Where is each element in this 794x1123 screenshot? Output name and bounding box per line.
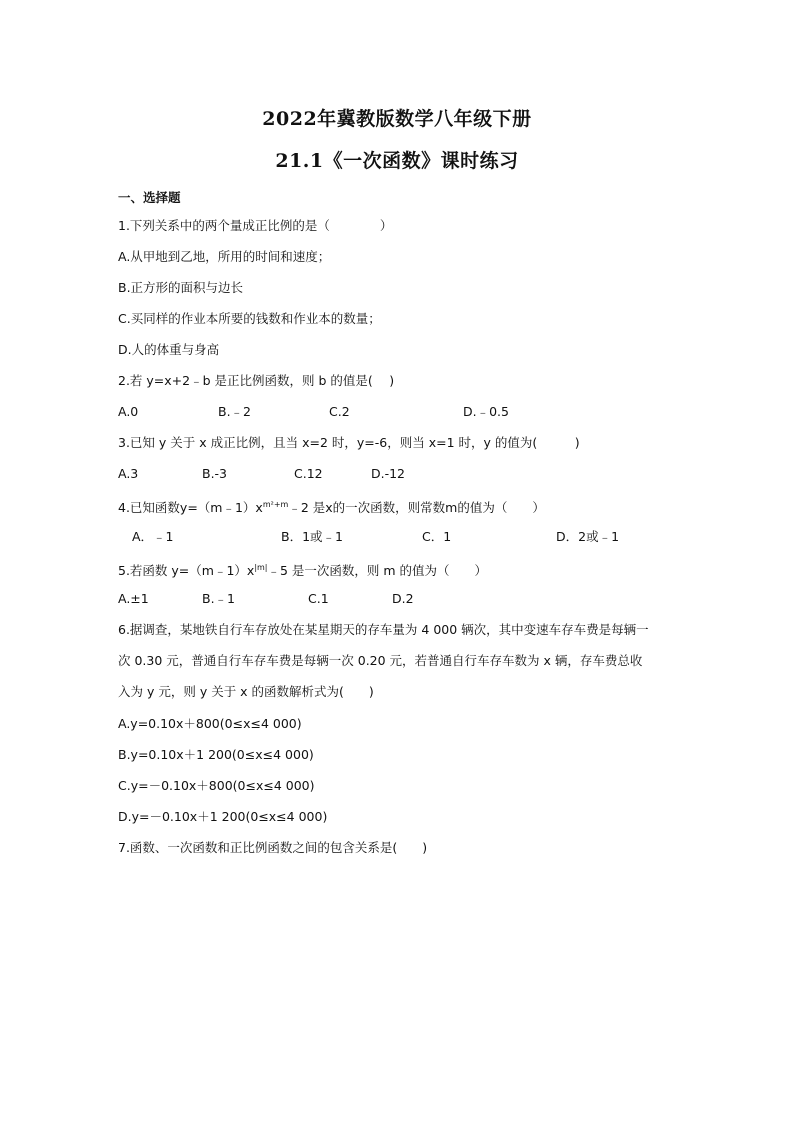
question-6-stem-line-3: 入为 y 元，则 y 关于 x 的函数解析式为( ) [118, 684, 374, 699]
question-7-stem: 7.函数、一次函数和正比例函数之间的包含关系是( ) [118, 840, 428, 855]
question-5-option-d: D.2 [392, 591, 414, 606]
question-3-option-b: B.-3 [202, 466, 228, 481]
question-5-stem-prefix: 5.若函数 y=（m﹣1）x [118, 563, 255, 578]
question-5-option-a: A.±1 [118, 591, 149, 606]
question-4-options [118, 529, 678, 545]
question-1-option-a: A.从甲地到乙地，所用的时间和速度； [118, 249, 331, 264]
question-2-options [118, 404, 678, 420]
question-5-stem-suffix: ﹣5 是一次函数，则 m 的值为（ ） [267, 563, 488, 578]
question-6-option-d: D.y=－0.10x＋1 200(0≤x≤4 000) [118, 809, 328, 824]
question-3-stem: 3.已知 y 关于 x 成正比例，且当 x=2 时，y=-6，则当 x=1 时，y 的值为( ) [118, 435, 580, 450]
question-5-options [118, 591, 678, 607]
question-4-option-c: C．1 [422, 529, 452, 544]
question-6-option-a: A.y=0.10x＋800(0≤x≤4 000) [118, 716, 302, 731]
question-4-stem-prefix: 4.已知函数y=（m﹣1）x [118, 500, 263, 515]
page-subtitle: 21.1《一次函数》课时练习 [275, 150, 519, 172]
question-4-exponent: m²+m [262, 500, 289, 509]
question-2-option-a: A.0 [118, 404, 139, 419]
question-3-options [118, 466, 678, 482]
question-5-option-b: B.﹣1 [202, 591, 236, 606]
question-5-stem [118, 560, 487, 579]
question-4-stem [118, 497, 545, 516]
question-2-option-b: B.﹣2 [218, 404, 252, 419]
question-6-option-b: B.y=0.10x＋1 200(0≤x≤4 000) [118, 747, 314, 762]
question-1-stem: 1.下列关系中的两个量成正比例的是（ ） [118, 218, 393, 233]
question-2-option-d: D.﹣0.5 [463, 404, 509, 419]
question-6-stem-line-2: 次 0.30 元，普通自行车存车费是每辆一次 0.20 元，若普通自行车存车数为 x 辆，存车费总收 [118, 653, 643, 668]
question-3-option-c: C.12 [294, 466, 323, 481]
question-3-option-d: D.-12 [371, 466, 406, 481]
question-1-option-b: B.正方形的面积与边长 [118, 280, 244, 295]
question-2-option-c: C.2 [329, 404, 350, 419]
question-4-option-b: B．1或﹣1 [281, 529, 343, 544]
question-4-stem-suffix: ﹣2 是x的一次函数，则常数m的值为（ ） [288, 500, 545, 515]
page-title: 2022年冀教版数学八年级下册 [262, 108, 532, 130]
question-5-exponent: |m| [254, 563, 268, 572]
question-6-option-c: C.y=－0.10x＋800(0≤x≤4 000) [118, 778, 315, 793]
question-6-stem-line-1: 6.据调查，某地铁自行车存放处在某星期天的存车量为 4 000 辆次，其中变速车存车费是每辆一 [118, 622, 649, 637]
section-heading: 一、选择题 [118, 190, 181, 205]
question-2-stem: 2.若 y=x+2﹣b 是正比例函数，则 b 的值是( ) [118, 373, 395, 388]
question-1-option-c: C.买同样的作业本所要的钱数和作业本的数量； [118, 311, 381, 326]
question-1-option-d: D.人的体重与身高 [118, 342, 220, 357]
question-3-option-a: A.3 [118, 466, 139, 481]
question-4-option-a: A．﹣1 [132, 529, 174, 544]
question-5-option-c: C.1 [308, 591, 329, 606]
question-4-option-d: D．2或﹣1 [556, 529, 620, 544]
